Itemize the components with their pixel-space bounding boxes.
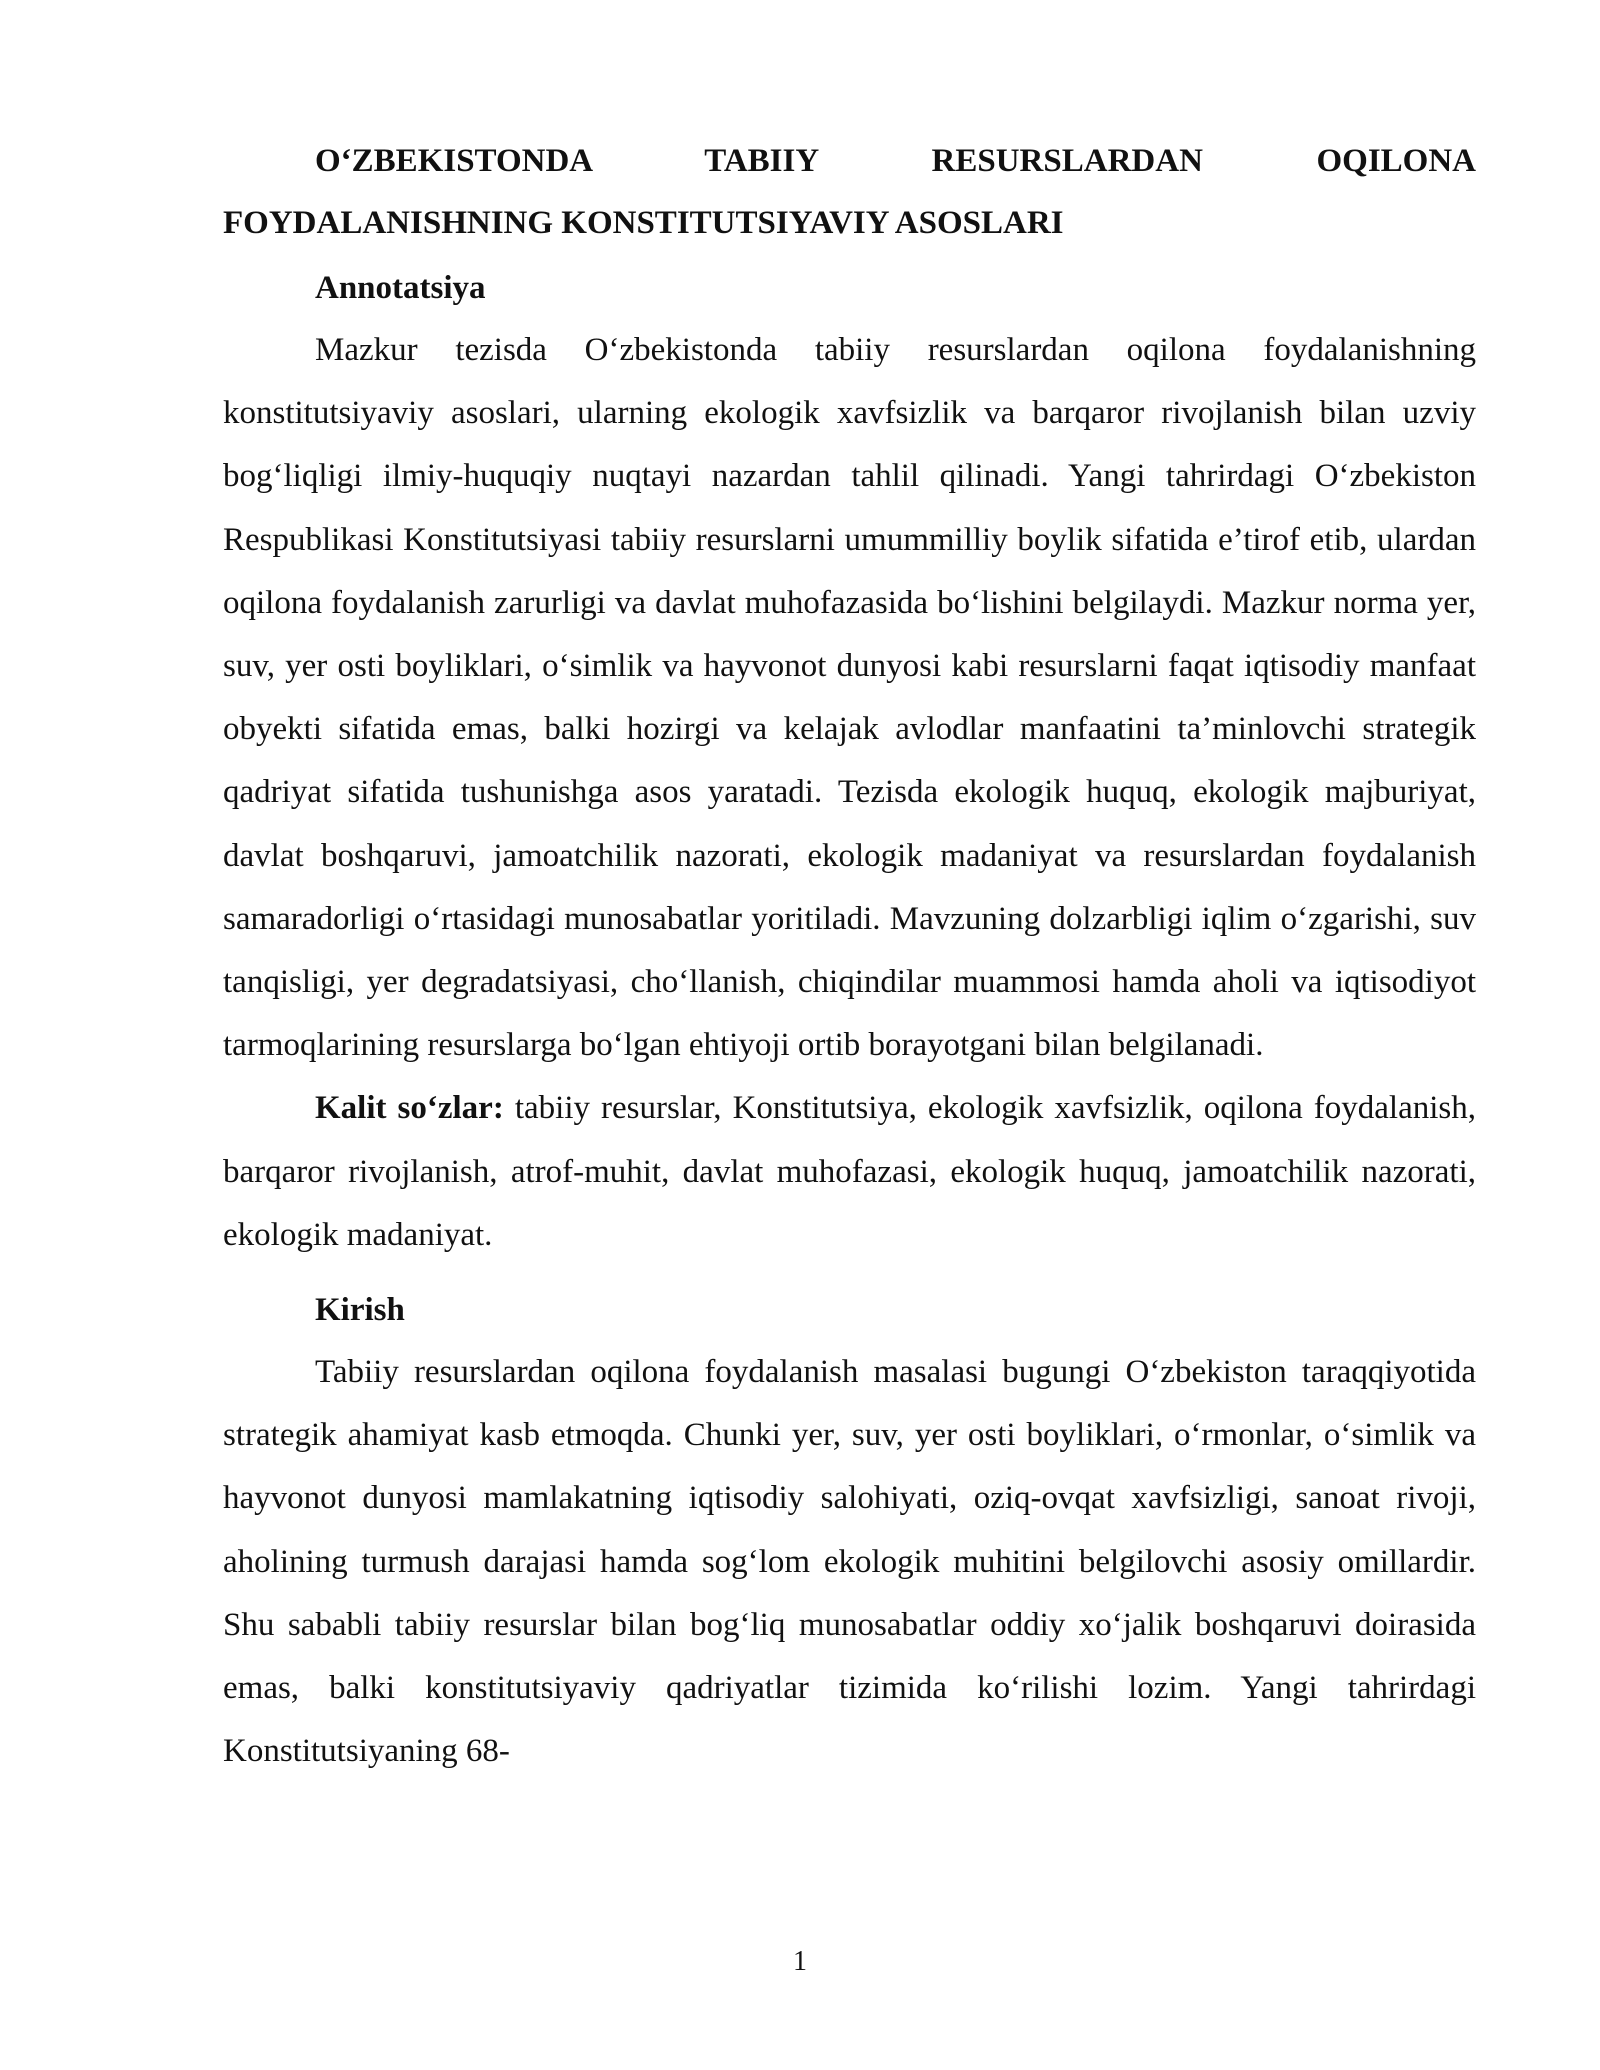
document-title bbox=[223, 130, 1476, 254]
intro-heading: Kirish bbox=[315, 1292, 405, 1329]
document-page bbox=[223, 130, 1476, 1783]
intro-paragraph: Tabiiy resurslardan oqilona foydalanish masalasi bugungi O‘zbekiston taraqqiyotida strategik ahamiyat kasb etmoqda. Chunki yer, suv, yer osti boyliklari, o‘rmonlar, o‘simlik va hayvonot dunyosi mamlakatning iqtisodiy salohiyati, oziq-ovqat xavfsizligi, sanoat rivoji, aholining turmush darajasi hamda sog‘lom ekologik muhitini belgilovchi asosiy omillardir. Shu sababli tabiiy resurslar bilan bog‘liq munosabatlar oddiy xo‘jalik boshqaruvi doirasida emas, balki konstitutsiyaviy qadriyatlar tizimida ko‘rilishi lozim. Yangi tahrirdagi Konstitutsiyaning 68- bbox=[223, 1354, 1476, 1770]
page-number: 1 bbox=[793, 1946, 807, 1977]
annotation-heading: Annotatsiya bbox=[315, 270, 486, 306]
keywords-paragraph bbox=[223, 1077, 1476, 1267]
keywords-text: tabiiy resurslar, Konstitutsiya, ekologik xavfsizlik, oqilona foydalanish, barqaror rivojlanish, atrof-muhit, davlat muhofazasi, ekologik huquq, jamoatchilik nazorati, ekologik madaniyat. bbox=[223, 1090, 1477, 1253]
title-line-2: FOYDALANISHNING KONSTITUTSIYAVIY ASOSLARI bbox=[223, 205, 1064, 241]
annotation-paragraph: Mazkur tezisda O‘zbekistonda tabiiy resurslardan oqilona foydalanishning konstitutsiyaviy asoslari, ularning ekologik xavfsizlik va barqaror rivojlanish bilan uzviy bog‘liqligi ilmiy-huquqiy nuqtayi nazardan tahlil qilinadi. Yangi tahrirdagi O‘zbekiston Respublikasi Konstitutsiyasi tabiiy resurslarni umummilliy boylik sifatida e’tirof etib, ulardan oqilona foydalanish zarurligi va davlat muhofazasida bo‘lishini belgilaydi. Mazkur norma yer, suv, yer osti boyliklari, o‘simlik va hayvonot dunyosi kabi resurslarni faqat iqtisodiy manfaat obyekti sifatida emas, balki hozirgi va kelajak avlodlar manfaatini ta’minlovchi strategik qadriyat sifatida tushunishga asos yaratadi. Tezisda ekologik huquq, ekologik majburiyat, davlat boshqaruvi, jamoatchilik nazorati, ekologik madaniyat va resurslardan foydalanish samaradorligi o‘rtasidagi munosabatlar yoritiladi. Mavzuning dolzarbligi iqlim o‘zgarishi, suv tanqisligi, yer degradatsiyasi, cho‘llanish, chiqindilar muammosi hamda aholi va iqtisodiyot tarmoqlarining resurslarga bo‘lgan ehtiyoji ortib borayotgani bilan belgilanadi. bbox=[223, 332, 1476, 1064]
keywords-label: Kalit so‘zlar: bbox=[315, 1090, 504, 1127]
title-line-1: O‘ZBEKISTONDA TABIIY RESURSLARDAN OQILONA bbox=[315, 143, 1476, 179]
